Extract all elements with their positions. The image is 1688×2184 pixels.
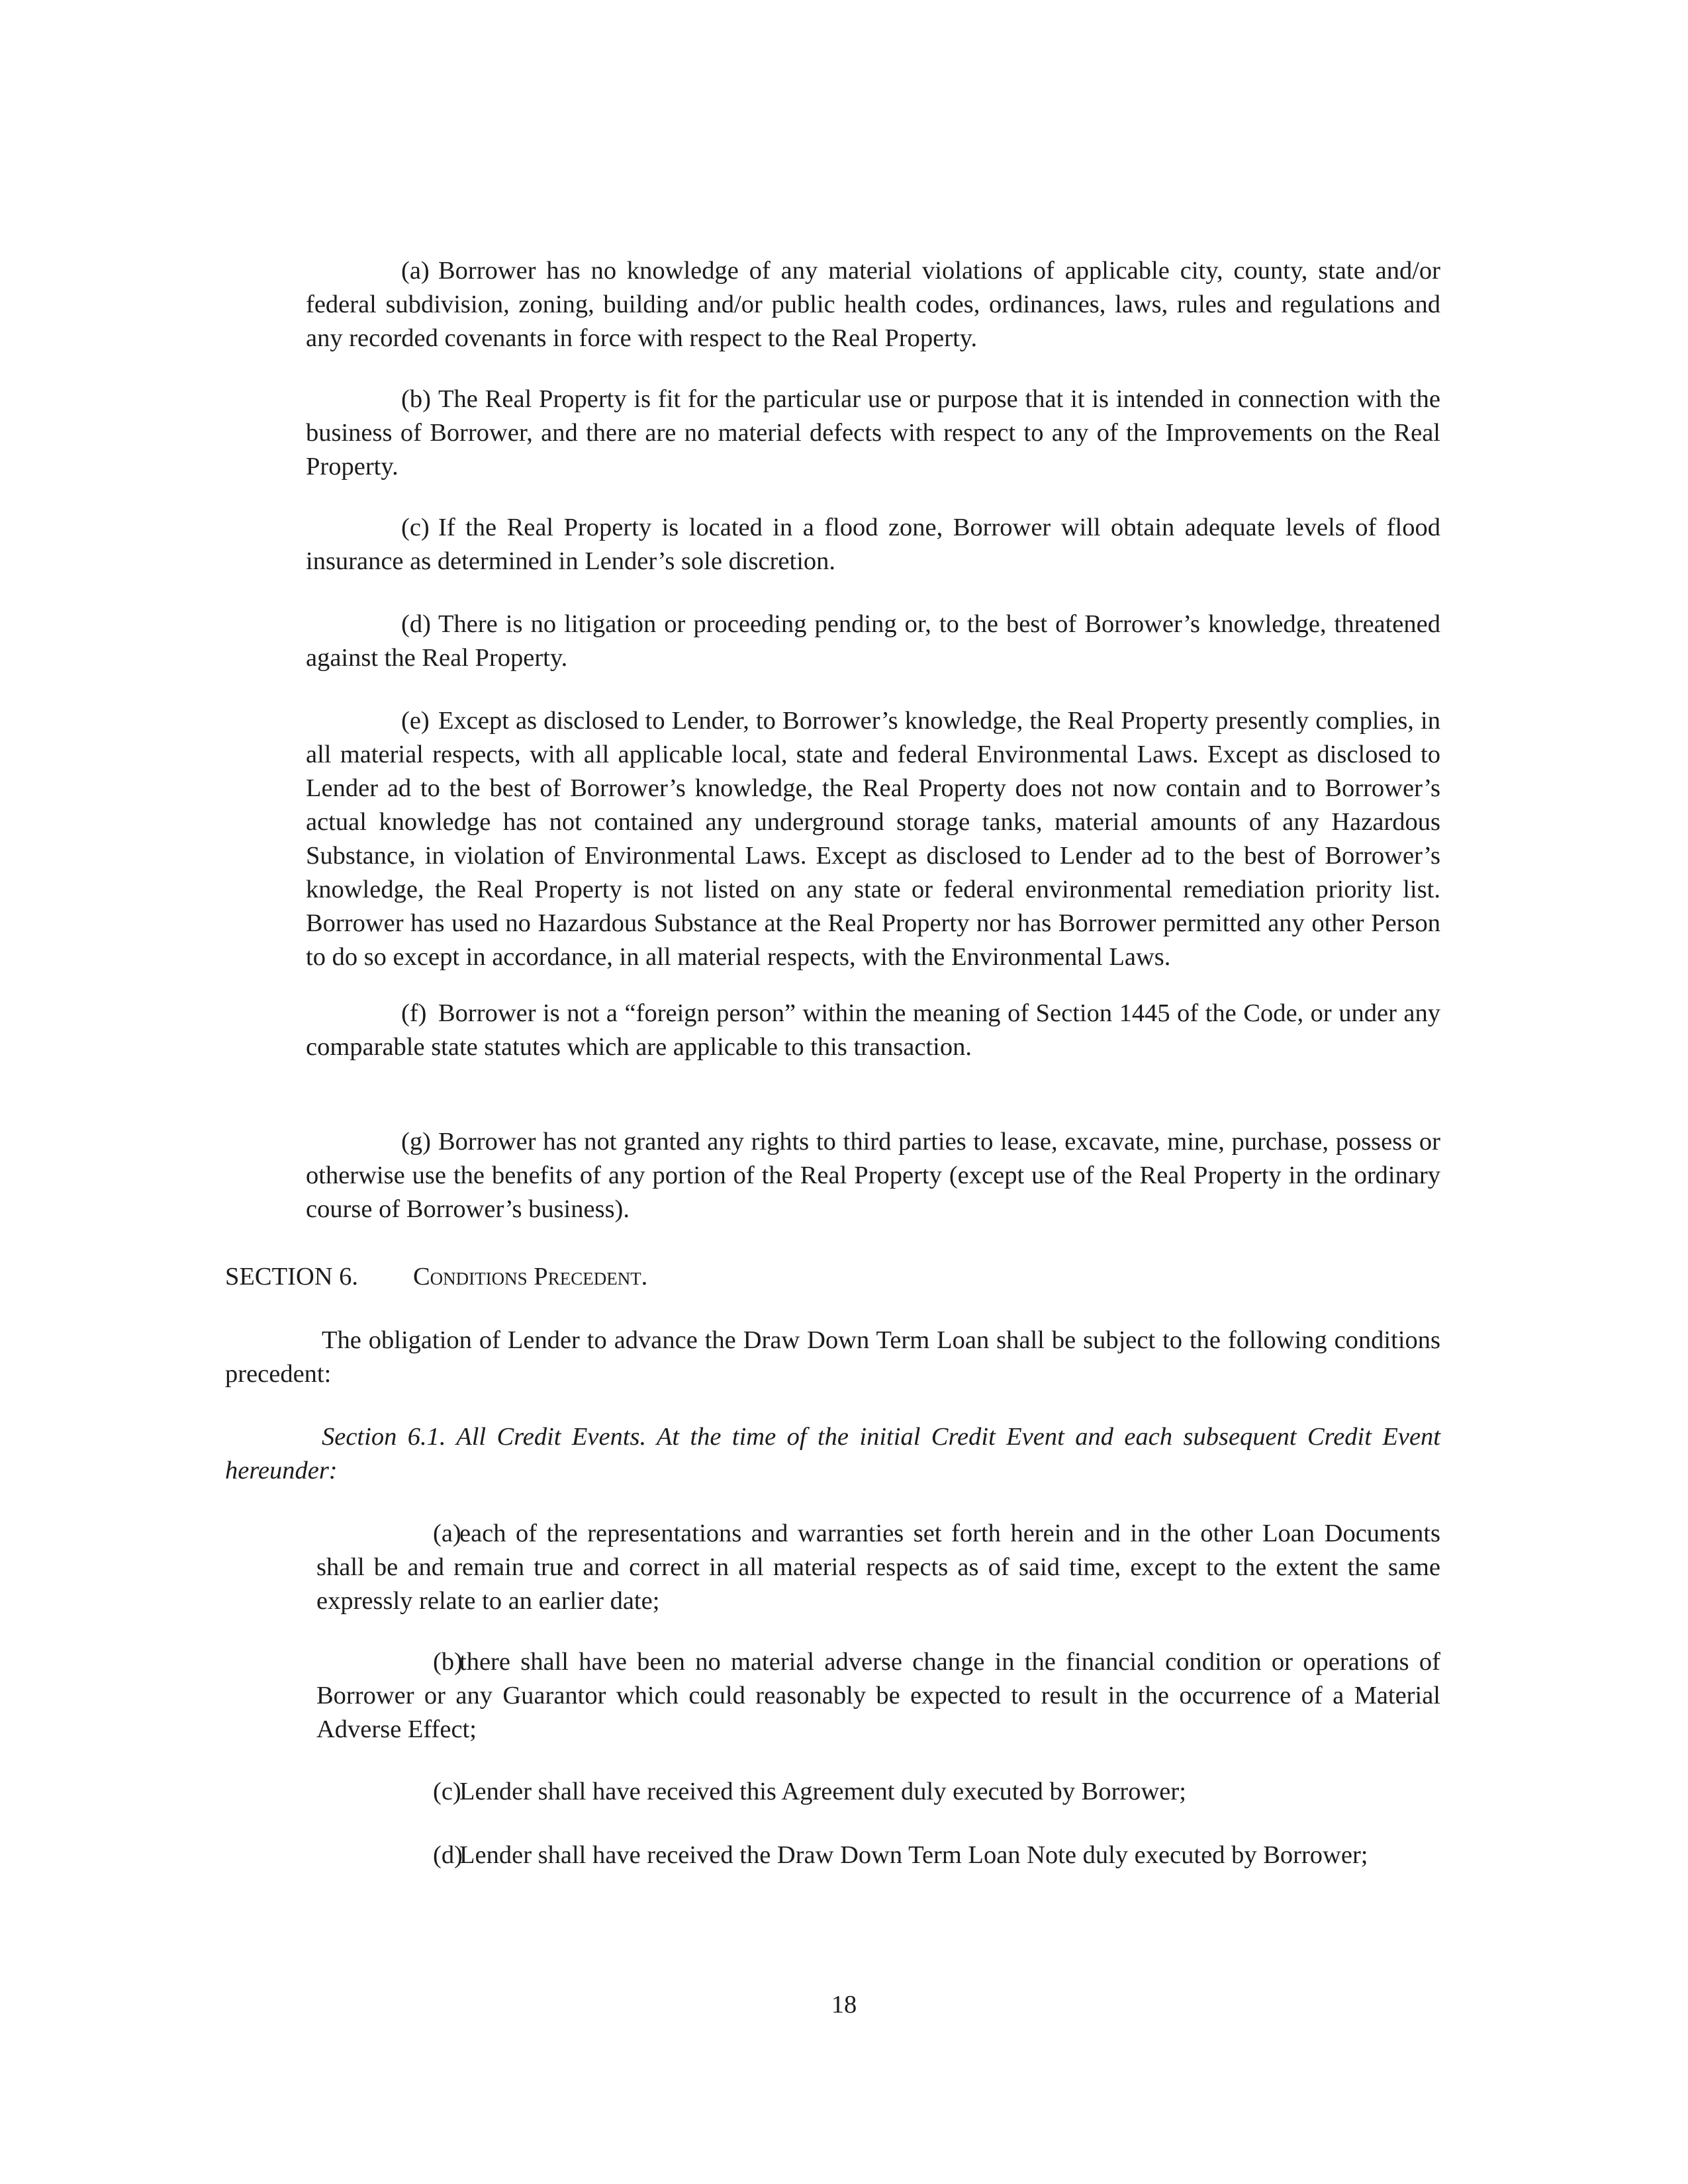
condition-b [316, 1645, 1440, 1747]
condition-c-label: (c) [433, 1778, 461, 1805]
paragraph-a [306, 254, 1440, 355]
section-6-title: Conditions Precedent. [413, 1263, 648, 1291]
condition-c-text: Lender shall have received this Agreement duly executed by Borrower; [459, 1778, 1186, 1805]
paragraph-a-text: Borrower has no knowledge of any material violations of applicable city, county, state and/or federal subdivision, zoning, building and/or public health codes, ordinances, laws, rules and regulations and any recorded covenants in force with respect to the Real Property. [306, 257, 1440, 352]
condition-c [316, 1775, 1440, 1809]
condition-b-label: (b) [433, 1648, 463, 1676]
section-6-number: SECTION 6. [225, 1263, 359, 1291]
paragraph-e-label: (e) [401, 707, 430, 735]
condition-a [316, 1517, 1440, 1618]
paragraph-g [306, 1125, 1440, 1226]
condition-a-text: each of the representations and warranties set forth herein and in the other Loan Documents shall be and remain true and correct in all material respects as of said time, except to the extent the same expressly relate to an earlier date; [316, 1520, 1440, 1615]
paragraph-d-text: There is no litigation or proceeding pending or, to the best of Borrower’s knowledge, threatened against the Real Property. [306, 610, 1440, 672]
paragraph-a-label: (a) [401, 257, 430, 285]
paragraph-c-text: If the Real Property is located in a flood zone, Borrower will obtain adequate levels of flood insurance as determined in Lender’s sole discretion. [306, 514, 1440, 575]
section-6-1-heading: Section 6.1. All Credit Events. At the time of the initial Credit Event and each subsequent Credit Event hereunder: [225, 1423, 1440, 1484]
condition-d [316, 1839, 1440, 1872]
paragraph-b [306, 383, 1440, 484]
paragraph-c [306, 511, 1440, 578]
page-number: 18 [831, 1991, 857, 2019]
paragraph-e-text: Except as disclosed to Lender, to Borrower’s knowledge, the Real Property presently complies, in all material respects, with all applicable local, state and federal Environmental Laws. Except as disclosed to Lender ad to the best of Borrower’s knowledge, the Real Property does not now contain and to Borrower’s actual knowledge has not contained any underground storage tanks, material amounts of any Hazardous Substance, in violation of Environmental Laws. Except as disclosed to Lender ad to the best of Borrower’s knowledge, the Real Property is not listed on any state or federal environmental remediation priority list. Borrower has used no Hazardous Substance at the Real Property nor has Borrower permitted any other Person to do so except in accordance, in all material respects, with the Environmental Laws. [306, 707, 1440, 971]
paragraph-g-label: (g) [401, 1128, 431, 1156]
section-6-intro: The obligation of Lender to advance the Draw Down Term Loan shall be subject to the following conditions precedent: [225, 1326, 1440, 1388]
paragraph-b-label: (b) [401, 385, 431, 413]
paragraph-d-label: (d) [401, 610, 431, 638]
section-6-heading [225, 1260, 647, 1294]
paragraph-f-label: (f) [401, 999, 427, 1027]
condition-d-text: Lender shall have received the Draw Down Term Loan Note duly executed by Borrower; [459, 1841, 1368, 1869]
paragraph-g-text: Borrower has not granted any rights to third parties to lease, excavate, mine, purchase, possess or otherwise use the benefits of any portion of the Real Property (except use of the Real Property in the ordinary course of Borrower’s business). [306, 1128, 1440, 1223]
paragraph-e [306, 704, 1440, 974]
paragraph-b-text: The Real Property is fit for the particular use or purpose that it is intended in connection with the business of Borrower, and there are no material defects with respect to any of the Improvements on the Real Property. [306, 385, 1440, 480]
paragraph-c-label: (c) [401, 514, 430, 541]
condition-b-text: there shall have been no material adverse change in the financial condition or operations of Borrower or any Guarantor which could reasonably be expected to result in the occurrence of a Material Adverse Effect; [316, 1648, 1440, 1743]
condition-d-label: (d) [433, 1841, 463, 1869]
condition-a-label: (a) [433, 1520, 461, 1547]
paragraph-f [306, 997, 1440, 1064]
paragraph-d [306, 608, 1440, 675]
paragraph-f-text: Borrower is not a “foreign person” within the meaning of Section 1445 of the Code, or under any comparable state statutes which are applicable to this transaction. [306, 999, 1440, 1061]
